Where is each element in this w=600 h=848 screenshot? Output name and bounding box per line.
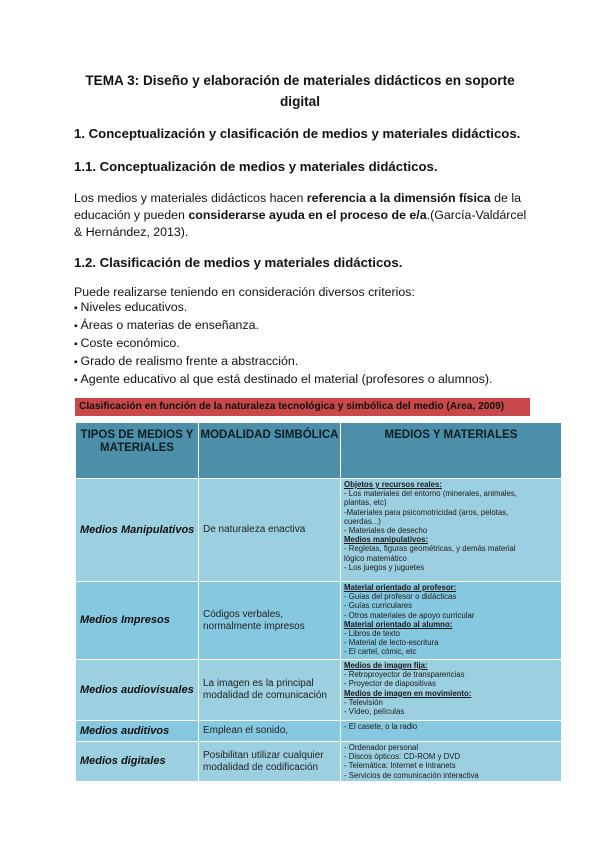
header-cell: TIPOS DE MEDIOS Y MATERIALES xyxy=(76,423,199,479)
list-item: ▪ Áreas o materias de enseñanza. xyxy=(74,317,544,335)
material-line: cuerdas...) xyxy=(344,516,381,526)
materials-cell xyxy=(341,660,562,721)
classification-table xyxy=(75,422,562,782)
paragraph-criteria-intro: Puede realizarse teniendo en consideración diversos criterios: xyxy=(74,285,415,299)
materials-cell xyxy=(341,721,562,742)
modality-cell: De naturaleza enactiva xyxy=(199,479,341,582)
section-heading-1-2: 1.2. Clasificación de medios y materiales didácticos. xyxy=(74,255,403,270)
material-group-heading: Medios de imagen en movimiento: xyxy=(344,688,472,698)
material-line: - Vídeo, películas xyxy=(344,707,405,717)
table-row xyxy=(76,742,562,782)
materials-cell xyxy=(341,742,562,782)
table-header-row xyxy=(76,423,562,479)
modality-cell: Posibilitan utilizar cualquier modalidad de codificación xyxy=(199,742,341,782)
material-line: - Otros materiales de apoyo curricular xyxy=(344,610,475,620)
paragraph-bold: considerarse ayuda en el proceso de e/a xyxy=(188,208,427,222)
type-cell: Medios digitales xyxy=(76,742,199,782)
table-row xyxy=(76,660,562,721)
section-heading-1: 1. Conceptualización y clasificación de medios y materiales didácticos. xyxy=(74,126,521,141)
criteria-list xyxy=(74,299,544,389)
header-cell: MEDIOS Y MATERIALES xyxy=(341,423,562,479)
material-line: - Servicios de comunicación interactiva xyxy=(344,770,479,780)
material-line: - Guías curriculares xyxy=(344,601,413,611)
paragraph-text: .(García-Valdárcel & Hernández, 2013). xyxy=(74,208,527,239)
material-line: - Regletas, figuras geométricas, y demás material xyxy=(344,544,516,554)
material-group-heading: Medios de imagen fija: xyxy=(344,661,428,670)
list-item: ▪ Agente educativo al que está destinado el material (profesores o alumnos). xyxy=(74,371,544,389)
list-item: ▪ Coste económico. xyxy=(74,335,544,353)
material-line: - Materiales de desecho xyxy=(344,526,428,536)
paragraph-definition xyxy=(74,190,534,241)
document-title: TEMA 3: Diseño y elaboración de materiales didácticos en soporte digital xyxy=(85,73,515,109)
material-group-heading: Material orientado al alumno: xyxy=(344,619,453,629)
modality-cell: Emplean el sonido, xyxy=(199,721,341,742)
list-item: ▪ Grado de realismo frente a abstracción. xyxy=(74,353,544,371)
table-row xyxy=(76,721,562,742)
materials-cell xyxy=(341,582,562,660)
modality-cell: Códigos verbales, normalmente impresos xyxy=(199,582,341,660)
material-line: - Discos ópticos: CD-ROM y DVD xyxy=(344,752,461,762)
material-line: - Televisión xyxy=(344,697,383,707)
table-caption-banner: Clasificación en función de la naturaleza tecnológica y simbólica del medio (Area, 2009) xyxy=(75,398,530,416)
material-line: - El casete, o la radio xyxy=(344,722,418,731)
material-group-heading: Material orientado al profesor: xyxy=(344,583,457,592)
list-item: ▪ Niveles educativos. xyxy=(74,299,544,317)
modality-cell: La imagen es la principal modalidad de comunicación xyxy=(199,660,341,721)
material-group-heading: Medios manipulativos: xyxy=(344,535,429,545)
table-row xyxy=(76,479,562,582)
paragraph-text: Los medios y materiales didácticos hacen xyxy=(74,191,307,205)
type-cell: Medios audiovisuales xyxy=(76,660,199,721)
type-cell: Medios Impresos xyxy=(76,582,199,660)
material-group-heading: Objetos y recursos reales: xyxy=(344,480,442,489)
material-line: - Retroproyector de transparencias xyxy=(344,670,465,680)
header-cell: MODALIDAD SIMBÓLICA xyxy=(199,423,341,479)
type-cell: Medios auditivos xyxy=(76,721,199,742)
material-line: - Los materiales del entorno (minerales, animales, xyxy=(344,489,517,499)
material-line: - Proyector de diapositivas xyxy=(344,679,436,689)
material-line: plantas, etc) xyxy=(344,498,387,508)
paragraph-text: de la educación y pueden xyxy=(74,191,521,222)
section-heading-1-1: 1.1. Conceptualización de medios y materiales didácticos. xyxy=(74,159,438,174)
material-line: - Ordenador personal xyxy=(344,743,419,752)
table-row xyxy=(76,582,562,660)
material-line: -Materiales para psicomotricidad (aros, pelotas, xyxy=(344,507,509,517)
paragraph-bold: referencia a la dimensión física xyxy=(306,191,491,205)
type-cell: Medios Manipulativos xyxy=(76,479,199,582)
material-line: - Guías del profesor o didácticas xyxy=(344,592,457,602)
material-line: - Material de lecto-escritura xyxy=(344,638,439,648)
material-line: - El cartel, cómic, etc xyxy=(344,647,417,657)
material-line: - Libros de texto xyxy=(344,629,400,639)
material-line: - Los juegos y juguetes xyxy=(344,562,425,572)
material-line: - Telemática: Internet e Intranets xyxy=(344,761,456,771)
material-line: lógico matemático xyxy=(344,553,407,563)
materials-cell xyxy=(341,479,562,582)
